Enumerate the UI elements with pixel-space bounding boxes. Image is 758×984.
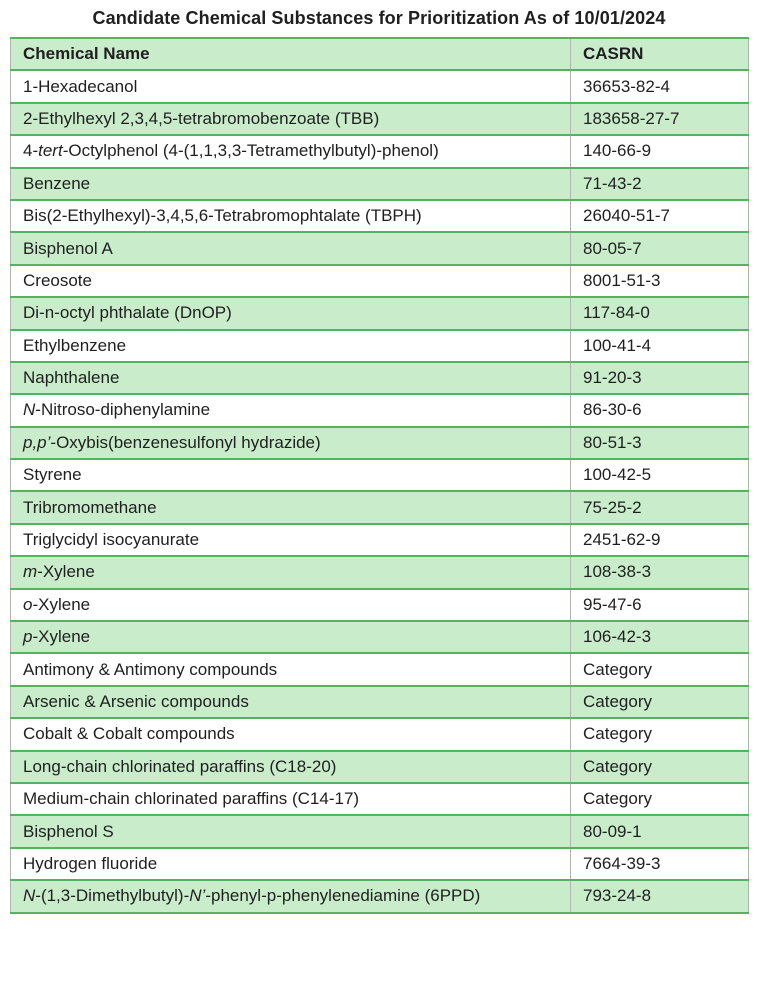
table-header-row: [11, 38, 749, 70]
table-row: [11, 491, 749, 523]
chemical-name-cell: Di-n-octyl phthalate (DnOP): [11, 297, 571, 329]
casrn-cell: 106-42-3: [571, 621, 749, 653]
casrn-cell: Category: [571, 686, 749, 718]
table-row: [11, 783, 749, 815]
table-row: [11, 297, 749, 329]
table-row: [11, 621, 749, 653]
table-body: [11, 70, 749, 912]
chemical-name-cell: Ethylbenzene: [11, 330, 571, 362]
table-row: [11, 524, 749, 556]
chemical-name-cell: 2-Ethylhexyl 2,3,4,5-tetrabromobenzoate (TBB): [11, 103, 571, 135]
casrn-cell: 71-43-2: [571, 168, 749, 200]
table-row: [11, 330, 749, 362]
page-title: Candidate Chemical Substances for Prioritization As of 10/01/2024: [92, 8, 666, 28]
chemical-name-cell: o-Xylene: [11, 589, 571, 621]
chemical-name-cell: Long-chain chlorinated paraffins (C18-20): [11, 751, 571, 783]
chemical-name-cell: Medium-chain chlorinated paraffins (C14-17): [11, 783, 571, 815]
table-row: [11, 751, 749, 783]
table-row: [11, 686, 749, 718]
table-row: [11, 653, 749, 685]
chemical-name-cell: 4-tert-Octylphenol (4-(1,1,3,3-Tetramethylbutyl)-phenol): [11, 135, 571, 167]
chemical-name-cell: m-Xylene: [11, 556, 571, 588]
chemical-name-cell: Bisphenol A: [11, 232, 571, 264]
table-header: [11, 38, 749, 70]
table-row: [11, 200, 749, 232]
chemical-name-cell: Triglycidyl isocyanurate: [11, 524, 571, 556]
casrn-cell: 140-66-9: [571, 135, 749, 167]
chemical-name-cell: N-(1,3-Dimethylbutyl)-N’-phenyl-p-phenylenediamine (6PPD): [11, 880, 571, 912]
casrn-cell: 108-38-3: [571, 556, 749, 588]
table-row: [11, 589, 749, 621]
column-header-chemical-name: Chemical Name: [11, 38, 571, 70]
table-row: [11, 459, 749, 491]
chemical-name-cell: p-Xylene: [11, 621, 571, 653]
casrn-cell: 80-51-3: [571, 427, 749, 459]
chemical-name-cell: N-Nitroso-diphenylamine: [11, 394, 571, 426]
chemical-name-cell: Antimony & Antimony compounds: [11, 653, 571, 685]
casrn-cell: Category: [571, 718, 749, 750]
casrn-cell: Category: [571, 783, 749, 815]
table-row: [11, 718, 749, 750]
casrn-cell: Category: [571, 653, 749, 685]
table-row: [11, 362, 749, 394]
casrn-cell: 75-25-2: [571, 491, 749, 523]
casrn-cell: 7664-39-3: [571, 848, 749, 880]
casrn-cell: 91-20-3: [571, 362, 749, 394]
table-row: [11, 815, 749, 847]
casrn-cell: 8001-51-3: [571, 265, 749, 297]
casrn-cell: 26040-51-7: [571, 200, 749, 232]
chemical-name-cell: Benzene: [11, 168, 571, 200]
chemical-name-cell: Tribromomethane: [11, 491, 571, 523]
casrn-cell: 100-42-5: [571, 459, 749, 491]
chemical-name-cell: p,p’-Oxybis(benzenesulfonyl hydrazide): [11, 427, 571, 459]
casrn-cell: 80-09-1: [571, 815, 749, 847]
casrn-cell: Category: [571, 751, 749, 783]
chemical-name-cell: Cobalt & Cobalt compounds: [11, 718, 571, 750]
table-row: [11, 265, 749, 297]
table-row: [11, 103, 749, 135]
casrn-cell: 183658-27-7: [571, 103, 749, 135]
chemical-name-cell: Bisphenol S: [11, 815, 571, 847]
casrn-cell: 86-30-6: [571, 394, 749, 426]
casrn-cell: 2451-62-9: [571, 524, 749, 556]
chemical-name-cell: Naphthalene: [11, 362, 571, 394]
table-row: [11, 848, 749, 880]
casrn-cell: 80-05-7: [571, 232, 749, 264]
casrn-cell: 36653-82-4: [571, 70, 749, 102]
casrn-cell: 100-41-4: [571, 330, 749, 362]
chemical-name-cell: Hydrogen fluoride: [11, 848, 571, 880]
chemical-name-cell: Creosote: [11, 265, 571, 297]
table-row: [11, 135, 749, 167]
chemical-name-cell: Bis(2-Ethylhexyl)-3,4,5,6-Tetrabromophtalate (TBPH): [11, 200, 571, 232]
column-header-casrn: CASRN: [571, 38, 749, 70]
table-row: [11, 880, 749, 912]
table-row: [11, 70, 749, 102]
table-row: [11, 556, 749, 588]
casrn-cell: 793-24-8: [571, 880, 749, 912]
casrn-cell: 95-47-6: [571, 589, 749, 621]
chemical-name-cell: 1-Hexadecanol: [11, 70, 571, 102]
chemical-name-cell: Arsenic & Arsenic compounds: [11, 686, 571, 718]
table-row: [11, 168, 749, 200]
table-row: [11, 394, 749, 426]
chemical-name-cell: Styrene: [11, 459, 571, 491]
table-row: [11, 232, 749, 264]
chemicals-table: [10, 37, 749, 914]
table-row: [11, 427, 749, 459]
casrn-cell: 117-84-0: [571, 297, 749, 329]
